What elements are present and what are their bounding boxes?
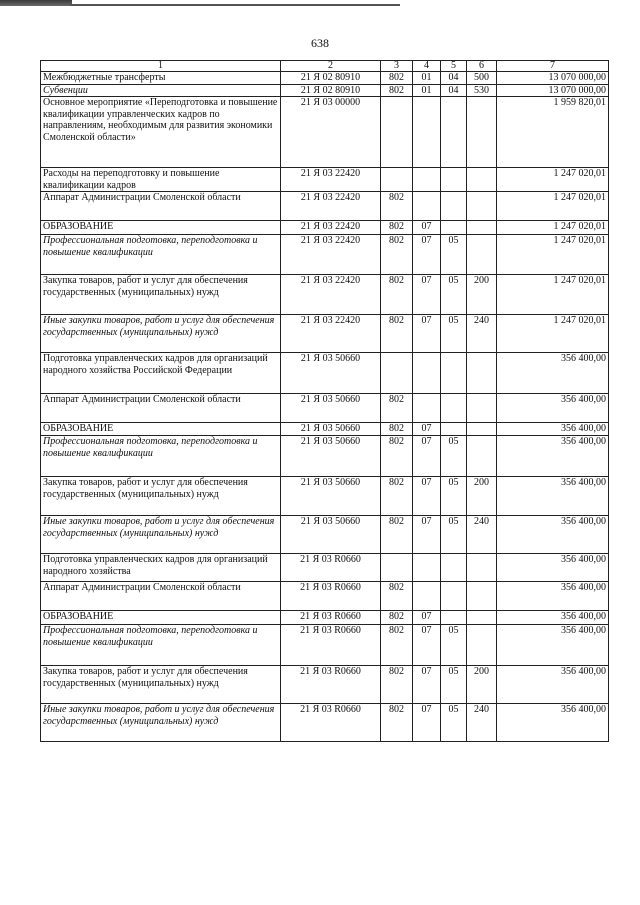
section-code-cell: 01 bbox=[413, 72, 441, 85]
subsection-code-cell bbox=[441, 168, 467, 192]
budget-table bbox=[40, 60, 609, 742]
subsection-code-cell: 05 bbox=[441, 235, 467, 275]
department-code-cell bbox=[381, 97, 413, 168]
section-code-cell bbox=[413, 353, 441, 394]
program-code-cell: 21 Я 02 80910 bbox=[281, 72, 381, 85]
table-row bbox=[41, 611, 609, 625]
section-code-cell bbox=[413, 394, 441, 423]
program-code-cell: 21 Я 03 R0660 bbox=[281, 611, 381, 625]
expense-type-cell: 240 bbox=[467, 315, 497, 353]
row-name-cell: Иные закупки товаров, работ и услуг для обеспечения государственных (муниципальных) нужд bbox=[41, 516, 281, 554]
amount-cell: 356 400,00 bbox=[497, 423, 609, 436]
column-header: 7 bbox=[497, 61, 609, 72]
table-row bbox=[41, 625, 609, 666]
row-name-cell: Профессиональная подготовка, переподготовка и повышение квалификации bbox=[41, 436, 281, 477]
table-row bbox=[41, 394, 609, 423]
column-header: 6 bbox=[467, 61, 497, 72]
subsection-code-cell: 04 bbox=[441, 72, 467, 85]
amount-cell: 356 400,00 bbox=[497, 625, 609, 666]
scan-artifact-line bbox=[70, 4, 400, 6]
subsection-code-cell: 04 bbox=[441, 84, 467, 97]
row-name-cell: Профессиональная подготовка, переподготовка и повышение квалификации bbox=[41, 235, 281, 275]
expense-type-cell bbox=[467, 168, 497, 192]
table-row bbox=[41, 554, 609, 582]
row-name-cell: Межбюджетные трансферты bbox=[41, 72, 281, 85]
department-code-cell: 802 bbox=[381, 221, 413, 235]
department-code-cell: 802 bbox=[381, 611, 413, 625]
row-name-cell: Субвенции bbox=[41, 84, 281, 97]
expense-type-cell bbox=[467, 611, 497, 625]
expense-type-cell bbox=[467, 353, 497, 394]
program-code-cell: 21 Я 03 00000 bbox=[281, 97, 381, 168]
program-code-cell: 21 Я 03 R0660 bbox=[281, 582, 381, 611]
program-code-cell: 21 Я 03 50660 bbox=[281, 516, 381, 554]
subsection-code-cell: 05 bbox=[441, 704, 467, 742]
program-code-cell: 21 Я 03 50660 bbox=[281, 353, 381, 394]
department-code-cell: 802 bbox=[381, 235, 413, 275]
expense-type-cell: 240 bbox=[467, 516, 497, 554]
row-name-cell: Аппарат Администрации Смоленской области bbox=[41, 582, 281, 611]
program-code-cell: 21 Я 03 R0660 bbox=[281, 625, 381, 666]
amount-cell: 356 400,00 bbox=[497, 477, 609, 516]
column-header: 1 bbox=[41, 61, 281, 72]
amount-cell: 356 400,00 bbox=[497, 516, 609, 554]
expense-type-cell bbox=[467, 235, 497, 275]
department-code-cell: 802 bbox=[381, 315, 413, 353]
subsection-code-cell bbox=[441, 611, 467, 625]
row-name-cell: Подготовка управленческих кадров для организаций народного хозяйства Российской Федерации bbox=[41, 353, 281, 394]
subsection-code-cell: 05 bbox=[441, 625, 467, 666]
section-code-cell bbox=[413, 192, 441, 221]
program-code-cell: 21 Я 02 80910 bbox=[281, 84, 381, 97]
table-row bbox=[41, 97, 609, 168]
program-code-cell: 21 Я 03 50660 bbox=[281, 394, 381, 423]
expense-type-cell: 200 bbox=[467, 666, 497, 704]
expense-type-cell bbox=[467, 423, 497, 436]
subsection-code-cell bbox=[441, 423, 467, 436]
expense-type-cell bbox=[467, 582, 497, 611]
expense-type-cell bbox=[467, 221, 497, 235]
table-row bbox=[41, 704, 609, 742]
section-code-cell: 07 bbox=[413, 235, 441, 275]
department-code-cell: 802 bbox=[381, 625, 413, 666]
program-code-cell: 21 Я 03 R0660 bbox=[281, 666, 381, 704]
subsection-code-cell: 05 bbox=[441, 477, 467, 516]
department-code-cell: 802 bbox=[381, 666, 413, 704]
row-name-cell: Подготовка управленческих кадров для организаций народного хозяйства bbox=[41, 554, 281, 582]
subsection-code-cell: 05 bbox=[441, 516, 467, 554]
table-row bbox=[41, 666, 609, 704]
column-number-row bbox=[41, 61, 609, 72]
column-header: 4 bbox=[413, 61, 441, 72]
column-header: 2 bbox=[281, 61, 381, 72]
expense-type-cell bbox=[467, 436, 497, 477]
row-name-cell: Аппарат Администрации Смоленской области bbox=[41, 394, 281, 423]
section-code-cell: 07 bbox=[413, 477, 441, 516]
program-code-cell: 21 Я 03 22420 bbox=[281, 168, 381, 192]
department-code-cell: 802 bbox=[381, 84, 413, 97]
amount-cell: 356 400,00 bbox=[497, 554, 609, 582]
row-name-cell: Закупка товаров, работ и услуг для обеспечения государственных (муниципальных) нужд bbox=[41, 477, 281, 516]
expense-type-cell: 200 bbox=[467, 477, 497, 516]
section-code-cell: 01 bbox=[413, 84, 441, 97]
row-name-cell: ОБРАЗОВАНИЕ bbox=[41, 611, 281, 625]
expense-type-cell bbox=[467, 394, 497, 423]
subsection-code-cell bbox=[441, 353, 467, 394]
table-row bbox=[41, 221, 609, 235]
department-code-cell: 802 bbox=[381, 704, 413, 742]
amount-cell: 356 400,00 bbox=[497, 582, 609, 611]
section-code-cell bbox=[413, 554, 441, 582]
table-row bbox=[41, 582, 609, 611]
department-code-cell: 802 bbox=[381, 192, 413, 221]
program-code-cell: 21 Я 03 50660 bbox=[281, 477, 381, 516]
table-row bbox=[41, 477, 609, 516]
row-name-cell: Профессиональная подготовка, переподготовка и повышение квалификации bbox=[41, 625, 281, 666]
department-code-cell: 802 bbox=[381, 423, 413, 436]
table-body bbox=[41, 72, 609, 742]
subsection-code-cell: 05 bbox=[441, 315, 467, 353]
department-code-cell: 802 bbox=[381, 582, 413, 611]
program-code-cell: 21 Я 03 22420 bbox=[281, 192, 381, 221]
amount-cell: 1 247 020,01 bbox=[497, 235, 609, 275]
expense-type-cell: 530 bbox=[467, 84, 497, 97]
row-name-cell: Закупка товаров, работ и услуг для обеспечения государственных (муниципальных) нужд bbox=[41, 275, 281, 315]
program-code-cell: 21 Я 03 22420 bbox=[281, 235, 381, 275]
program-code-cell: 21 Я 03 50660 bbox=[281, 436, 381, 477]
subsection-code-cell bbox=[441, 582, 467, 611]
amount-cell: 356 400,00 bbox=[497, 436, 609, 477]
column-header: 3 bbox=[381, 61, 413, 72]
department-code-cell bbox=[381, 168, 413, 192]
table-row bbox=[41, 72, 609, 85]
table-row bbox=[41, 516, 609, 554]
program-code-cell: 21 Я 03 R0660 bbox=[281, 704, 381, 742]
expense-type-cell bbox=[467, 625, 497, 666]
amount-cell: 356 400,00 bbox=[497, 666, 609, 704]
table-row bbox=[41, 84, 609, 97]
subsection-code-cell bbox=[441, 221, 467, 235]
expense-type-cell bbox=[467, 97, 497, 168]
page-number: 638 bbox=[311, 36, 329, 50]
section-code-cell: 07 bbox=[413, 516, 441, 554]
amount-cell: 356 400,00 bbox=[497, 394, 609, 423]
amount-cell: 356 400,00 bbox=[497, 704, 609, 742]
subsection-code-cell bbox=[441, 97, 467, 168]
table-row bbox=[41, 235, 609, 275]
program-code-cell: 21 Я 03 22420 bbox=[281, 275, 381, 315]
department-code-cell: 802 bbox=[381, 394, 413, 423]
scan-artifact-mark bbox=[0, 0, 72, 6]
table-row bbox=[41, 353, 609, 394]
expense-type-cell: 240 bbox=[467, 704, 497, 742]
department-code-cell bbox=[381, 554, 413, 582]
amount-cell: 1 959 820,01 bbox=[497, 97, 609, 168]
amount-cell: 1 247 020,01 bbox=[497, 221, 609, 235]
column-header: 5 bbox=[441, 61, 467, 72]
table-row bbox=[41, 315, 609, 353]
row-name-cell: Иные закупки товаров, работ и услуг для обеспечения государственных (муниципальных) нужд bbox=[41, 315, 281, 353]
expense-type-cell: 200 bbox=[467, 275, 497, 315]
program-code-cell: 21 Я 03 50660 bbox=[281, 423, 381, 436]
row-name-cell: Основное мероприятие «Переподготовка и повышение квалификации управленческих кадров по направлениям, необходимым для развития экономики Смоленской области» bbox=[41, 97, 281, 168]
section-code-cell: 07 bbox=[413, 315, 441, 353]
table-row bbox=[41, 423, 609, 436]
expense-type-cell bbox=[467, 192, 497, 221]
department-code-cell: 802 bbox=[381, 516, 413, 554]
row-name-cell: Аппарат Администрации Смоленской области bbox=[41, 192, 281, 221]
row-name-cell: ОБРАЗОВАНИЕ bbox=[41, 423, 281, 436]
amount-cell: 1 247 020,01 bbox=[497, 168, 609, 192]
program-code-cell: 21 Я 03 22420 bbox=[281, 315, 381, 353]
subsection-code-cell bbox=[441, 192, 467, 221]
amount-cell: 13 070 000,00 bbox=[497, 84, 609, 97]
department-code-cell: 802 bbox=[381, 477, 413, 516]
subsection-code-cell: 05 bbox=[441, 275, 467, 315]
expense-type-cell: 500 bbox=[467, 72, 497, 85]
amount-cell: 1 247 020,01 bbox=[497, 275, 609, 315]
table-row bbox=[41, 168, 609, 192]
row-name-cell: Иные закупки товаров, работ и услуг для обеспечения государственных (муниципальных) нужд bbox=[41, 704, 281, 742]
program-code-cell: 21 Я 03 R0660 bbox=[281, 554, 381, 582]
section-code-cell: 07 bbox=[413, 704, 441, 742]
amount-cell: 356 400,00 bbox=[497, 353, 609, 394]
expense-type-cell bbox=[467, 554, 497, 582]
department-code-cell: 802 bbox=[381, 436, 413, 477]
section-code-cell bbox=[413, 168, 441, 192]
section-code-cell: 07 bbox=[413, 611, 441, 625]
program-code-cell: 21 Я 03 22420 bbox=[281, 221, 381, 235]
section-code-cell: 07 bbox=[413, 666, 441, 704]
amount-cell: 13 070 000,00 bbox=[497, 72, 609, 85]
section-code-cell: 07 bbox=[413, 423, 441, 436]
amount-cell: 1 247 020,01 bbox=[497, 192, 609, 221]
section-code-cell: 07 bbox=[413, 625, 441, 666]
section-code-cell: 07 bbox=[413, 436, 441, 477]
row-name-cell: Закупка товаров, работ и услуг для обеспечения государственных (муниципальных) нужд bbox=[41, 666, 281, 704]
department-code-cell: 802 bbox=[381, 275, 413, 315]
department-code-cell: 802 bbox=[381, 72, 413, 85]
row-name-cell: Расходы на переподготовку и повышение квалификации кадров bbox=[41, 168, 281, 192]
table-row bbox=[41, 275, 609, 315]
section-code-cell bbox=[413, 582, 441, 611]
section-code-cell bbox=[413, 97, 441, 168]
table-row bbox=[41, 436, 609, 477]
table-row bbox=[41, 192, 609, 221]
amount-cell: 1 247 020,01 bbox=[497, 315, 609, 353]
row-name-cell: ОБРАЗОВАНИЕ bbox=[41, 221, 281, 235]
subsection-code-cell: 05 bbox=[441, 666, 467, 704]
subsection-code-cell bbox=[441, 554, 467, 582]
department-code-cell bbox=[381, 353, 413, 394]
subsection-code-cell: 05 bbox=[441, 436, 467, 477]
section-code-cell: 07 bbox=[413, 221, 441, 235]
subsection-code-cell bbox=[441, 394, 467, 423]
amount-cell: 356 400,00 bbox=[497, 611, 609, 625]
section-code-cell: 07 bbox=[413, 275, 441, 315]
